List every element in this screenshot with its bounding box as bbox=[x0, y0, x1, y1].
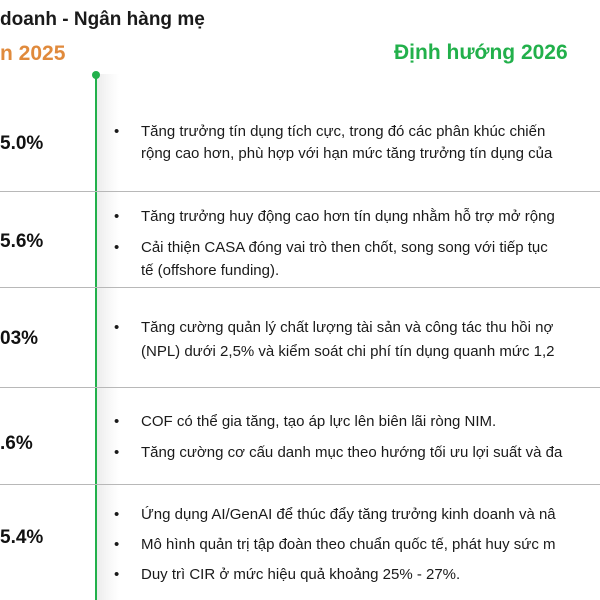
column-heading-2025: n 2025 bbox=[0, 42, 66, 65]
row-divider bbox=[0, 387, 600, 388]
slide-title: doanh - Ngân hàng mẹ bbox=[0, 9, 205, 30]
bullet-dot: • bbox=[114, 123, 120, 140]
bullet-text: Tăng cường quản lý chất lượng tài sản và công tác thu hồi nợ bbox=[141, 319, 554, 336]
metric-value-1: 5.0% bbox=[0, 133, 44, 154]
bullet-dot: • bbox=[114, 319, 120, 336]
bullet-text: Tăng trưởng tín dụng tích cực, trong đó các phân khúc chiến bbox=[141, 123, 546, 140]
bullet-text: Tăng trưởng huy động cao hơn tín dụng nhằm hỗ trợ mở rộng bbox=[141, 208, 555, 225]
metric-value-2: 5.6% bbox=[0, 231, 44, 252]
bullet-dot: • bbox=[114, 536, 120, 553]
bullet-dot: • bbox=[114, 566, 120, 583]
bullet-dot: • bbox=[114, 208, 120, 225]
metric-value-3: 03% bbox=[0, 328, 39, 349]
content-area bbox=[0, 74, 600, 600]
bullet-text: tế (offshore funding). bbox=[141, 262, 280, 279]
row-divider bbox=[0, 191, 600, 192]
bullet-text: COF có thể gia tăng, tạo áp lực lên biên lãi ròng NIM. bbox=[141, 413, 497, 430]
bullet-text: Tăng cường cơ cấu danh mục theo hướng tối ưu lợi suất và đa bbox=[141, 444, 563, 461]
bullet-text: (NPL) dưới 2,5% và kiểm soát chi phí tín dụng quanh mức 1,2 bbox=[141, 343, 555, 360]
bullet-dot: • bbox=[114, 506, 120, 523]
bullet-text: rộng cao hơn, phù hợp với hạn mức tăng trưởng tín dụng của bbox=[141, 145, 553, 162]
row-divider bbox=[0, 484, 600, 485]
bullet-dot: • bbox=[114, 444, 120, 461]
bullet-dot: • bbox=[114, 413, 120, 430]
bullet-text: Cải thiện CASA đóng vai trò then chốt, song song với tiếp tục bbox=[141, 239, 548, 256]
metric-value-5: 5.4% bbox=[0, 527, 44, 548]
timeline-dot bbox=[92, 71, 100, 79]
column-heading-2026: Định hướng 2026 bbox=[394, 41, 568, 64]
bullet-dot: • bbox=[114, 239, 120, 256]
bullet-text: Ứng dụng AI/GenAI để thúc đẩy tăng trưởng kinh doanh và nâ bbox=[141, 506, 556, 523]
timeline-line bbox=[95, 74, 97, 600]
bullet-text: Mô hình quản trị tập đoàn theo chuẩn quốc tế, phát huy sức m bbox=[141, 536, 556, 553]
bullet-text: Duy trì CIR ở mức hiệu quả khoảng 25% - 27%. bbox=[141, 566, 461, 583]
row-divider bbox=[0, 287, 600, 288]
metric-value-4: .6% bbox=[0, 433, 33, 454]
